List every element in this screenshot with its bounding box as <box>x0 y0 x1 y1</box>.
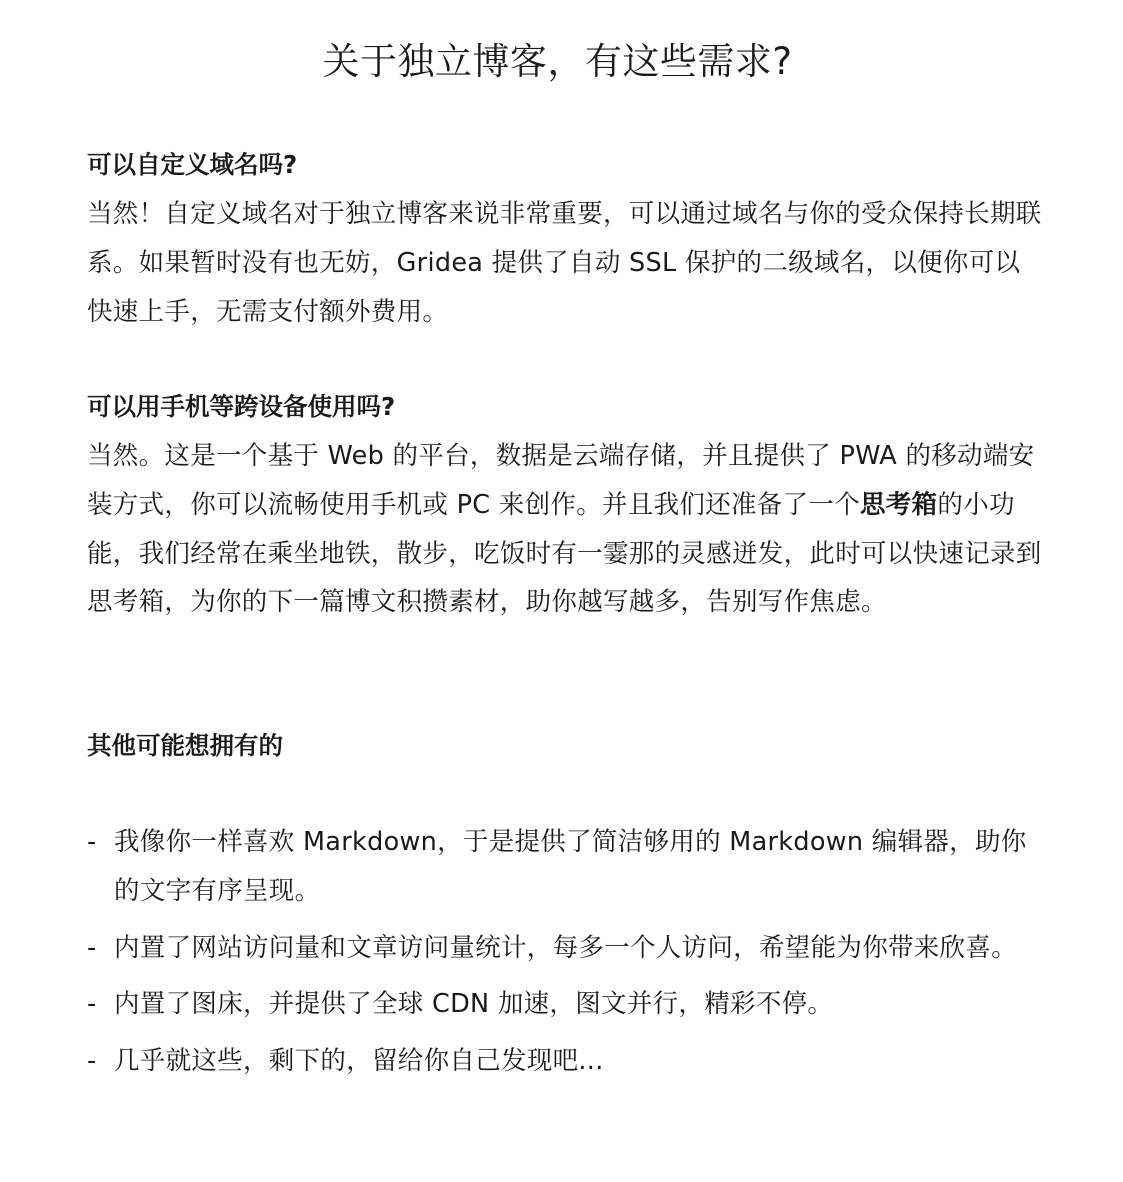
list-item <box>87 818 1047 916</box>
list-marker: - <box>87 1046 97 1077</box>
page-title: 关于独立博客，有这些需求? <box>322 40 793 83</box>
section-other-features <box>87 729 1042 763</box>
list-item <box>87 980 1047 1029</box>
list-marker: - <box>87 932 97 963</box>
list-item <box>87 924 1047 973</box>
section-custom-domain <box>87 148 1042 336</box>
list-marker: - <box>87 827 97 857</box>
list-item-text: 我像你一样喜欢 Markdown，于是提供了简洁够用的 Markdown 编辑器，助你的文字有序呈现。 <box>114 827 1027 906</box>
thinking-box-highlight: 思考箱 <box>860 489 938 520</box>
section-body: 当然！自定义域名对于独立博客来说非常重要，可以通过域名与你的受众保持长期联系。如果暂时没有也无妨，Gridea 提供了自动 SSL 保护的二级域名，以便你可以快速上手，无需支付额外费用。 <box>87 199 1042 327</box>
feature-list <box>87 818 1047 1094</box>
body-text-after: 的小功能，我们经常在乘坐地铁，散步，吃饭时有一霎那的灵感迸发，此时可以快速记录到思考箱，为你的下一篇博文积攒素材，助你越写越多，告别写作焦虑。 <box>87 489 1042 618</box>
list-item <box>87 1037 1047 1086</box>
list-item-text: 几乎就这些，剩下的，留给你自己发现吧... <box>114 1046 604 1077</box>
section-cross-device <box>87 390 1042 627</box>
section-heading: 其他可能想拥有的 <box>87 731 283 760</box>
list-item-text: 内置了图床，并提供了全球 CDN 加速，图文并行，精彩不停。 <box>114 989 834 1020</box>
section-heading: 可以自定义域名吗? <box>87 150 298 179</box>
body-text-before: 当然。这是一个基于 Web 的平台，数据是云端存储，并且提供了 PWA 的移动端安装方式，你可以流畅使用手机或 PC 来创作。并且我们还准备了一个 <box>87 441 1035 520</box>
list-item-text: 内置了网站访问量和文章访问量统计，每多一个人访问，希望能为你带来欣喜。 <box>114 932 1018 963</box>
section-heading: 可以用手机等跨设备使用吗? <box>87 392 396 421</box>
section-body <box>87 432 1042 627</box>
list-marker: - <box>87 989 97 1020</box>
